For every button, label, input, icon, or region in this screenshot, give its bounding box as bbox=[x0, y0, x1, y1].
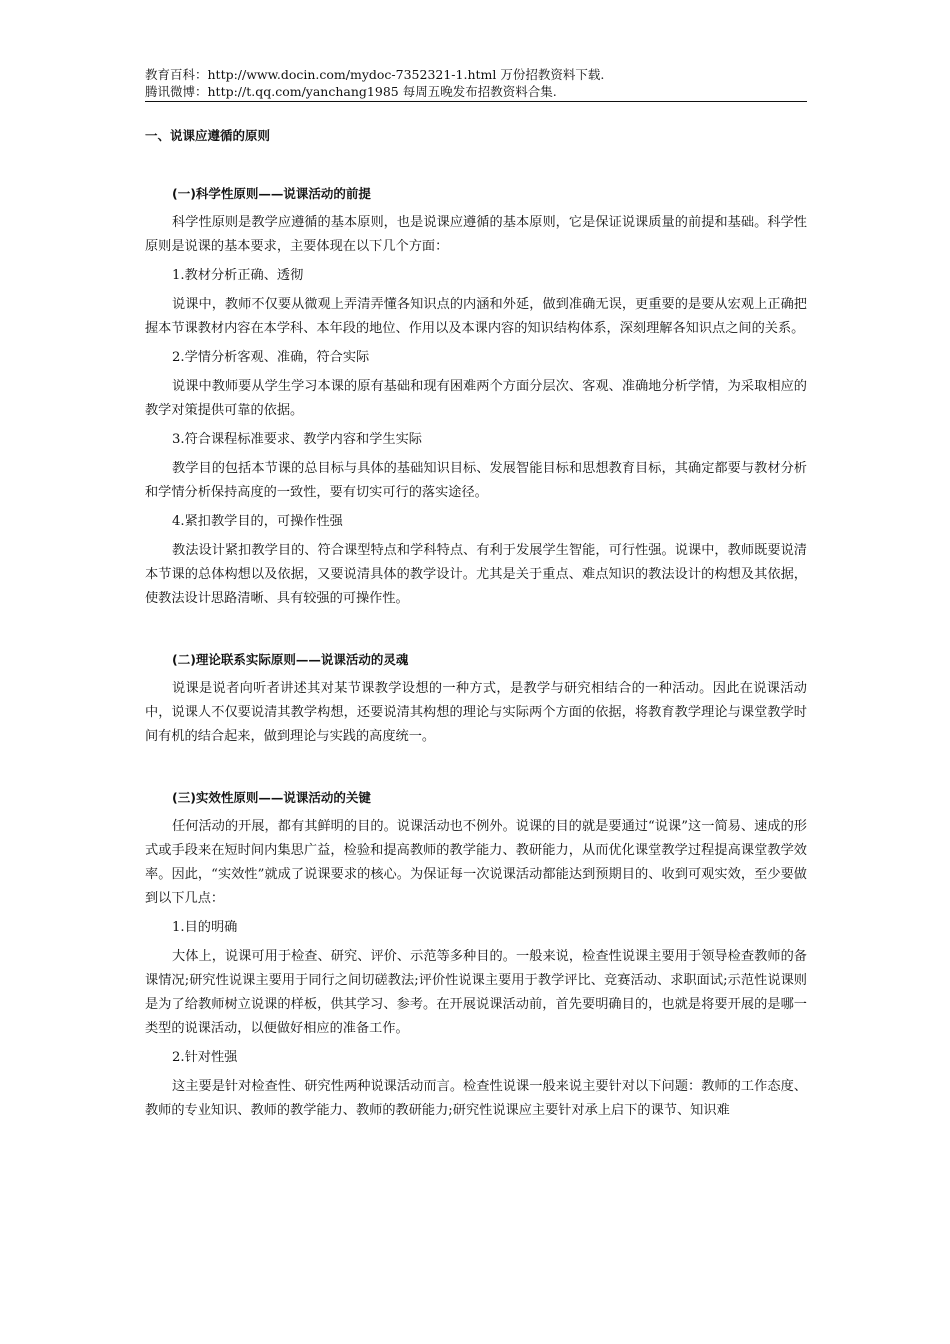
section-1-item-1-label: 1.教材分析正确、透彻 bbox=[172, 268, 304, 283]
section-3-item-2-label: 2.针对性强 bbox=[172, 1050, 238, 1065]
document-page bbox=[145, 66, 807, 1123]
section-1-item-1-text: 说课中，教师不仅要从微观上弄清弄懂各知识点的内涵和外延，做到准确无误，更重要的是要从宏观上正确把握本节课教材内容在本学科、本年段的地位、作用以及本课内容的知识结构体系，深刻理解各知识点之间的关系。 bbox=[145, 297, 807, 336]
section-3-intro: 任何活动的开展，都有其鲜明的目的。说课活动也不例外。说课的目的就是要通过“说课”这一简易、速成的形式或手段来在短时间内集思广益，检验和提高教师的教学能力、教研能力，从而优化课堂教学过程提高课堂教学效率。因此，“实效性”就成了说课要求的核心。为保证每一次说课活动都能达到预期目的、收到可观实效，至少要做到以下几点： bbox=[145, 819, 807, 906]
section-1-item-3-label: 3.符合课程标准要求、教学内容和学生实际 bbox=[172, 432, 422, 447]
header-line-2: 腾讯微博：http://t.qq.com/yanchang1985 每周五晚发布招教资料合集. bbox=[145, 84, 557, 99]
section-3-item-1-text: 大体上，说课可用于检查、研究、评价、示范等多种目的。一般来说，检查性说课主要用于领导检查教师的备课情况;研究性说课主要用于同行之间切磋教法;评价性说课主要用于教学评比、竞赛活动、求职面试;示范性说课则是为了给教师树立说课的样板，供其学习、参考。在开展说课活动前，首先要明确目的，也就是将要开展的是哪一类型的说课活动，以便做好相应的准备工作。 bbox=[145, 949, 807, 1036]
section-2-heading: (二)理论联系实际原则——说课活动的灵魂 bbox=[172, 652, 409, 667]
section-3-heading: (三)实效性原则——说课活动的关键 bbox=[172, 790, 371, 805]
section-1-item-4-label: 4.紧扣教学目的，可操作性强 bbox=[172, 514, 343, 529]
header-rule bbox=[145, 101, 807, 102]
section-1-item-2-text: 说课中教师要从学生学习本课的原有基础和现有困难两个方面分层次、客观、准确地分析学情，为采取相应的教学对策提供可靠的依据。 bbox=[145, 379, 807, 418]
document-title: 一、说课应遵循的原则 bbox=[145, 128, 271, 143]
section-1-item-2-label: 2.学情分析客观、准确，符合实际 bbox=[172, 350, 370, 365]
section-3-item-2-text: 这主要是针对检查性、研究性两种说课活动而言。检查性说课一般来说主要针对以下问题：教师的工作态度、教师的专业知识、教师的教学能力、教师的教研能力;研究性说课应主要针对承上启下的课节、知识难 bbox=[145, 1079, 807, 1118]
section-1-item-3-text: 教学目的包括本节课的总目标与具体的基础知识目标、发展智能目标和思想教育目标，其确定都要与教材分析和学情分析保持高度的一致性，要有切实可行的落实途径。 bbox=[145, 461, 807, 500]
section-2-intro: 说课是说者向听者讲述其对某节课教学设想的一种方式，是教学与研究相结合的一种活动。因此在说课活动中，说课人不仅要说清其教学构想，还要说清其构想的理论与实际两个方面的依据，将教育教学理论与课堂教学时间有机的结合起来，做到理论与实践的高度统一。 bbox=[145, 681, 807, 744]
section-3-item-1-label: 1.目的明确 bbox=[172, 920, 238, 935]
section-1-intro: 科学性原则是教学应遵循的基本原则，也是说课应遵循的基本原则，它是保证说课质量的前提和基础。科学性原则是说课的基本要求，主要体现在以下几个方面： bbox=[145, 215, 807, 254]
header-line-1: 教育百科：http://www.docin.com/mydoc-7352321-1.html 万份招教资料下载. bbox=[145, 67, 605, 82]
section-1-item-4-text: 教法设计紧扣教学目的、符合课型特点和学科特点、有利于发展学生智能，可行性强。说课中，教师既要说清本节课的总体构想以及依据，又要说清具体的教学设计。尤其是关于重点、难点知识的教法设计的构想及其依据，使教法设计思路清晰、具有较强的可操作性。 bbox=[145, 543, 807, 606]
section-1-heading: (一)科学性原则——说课活动的前提 bbox=[172, 186, 371, 201]
